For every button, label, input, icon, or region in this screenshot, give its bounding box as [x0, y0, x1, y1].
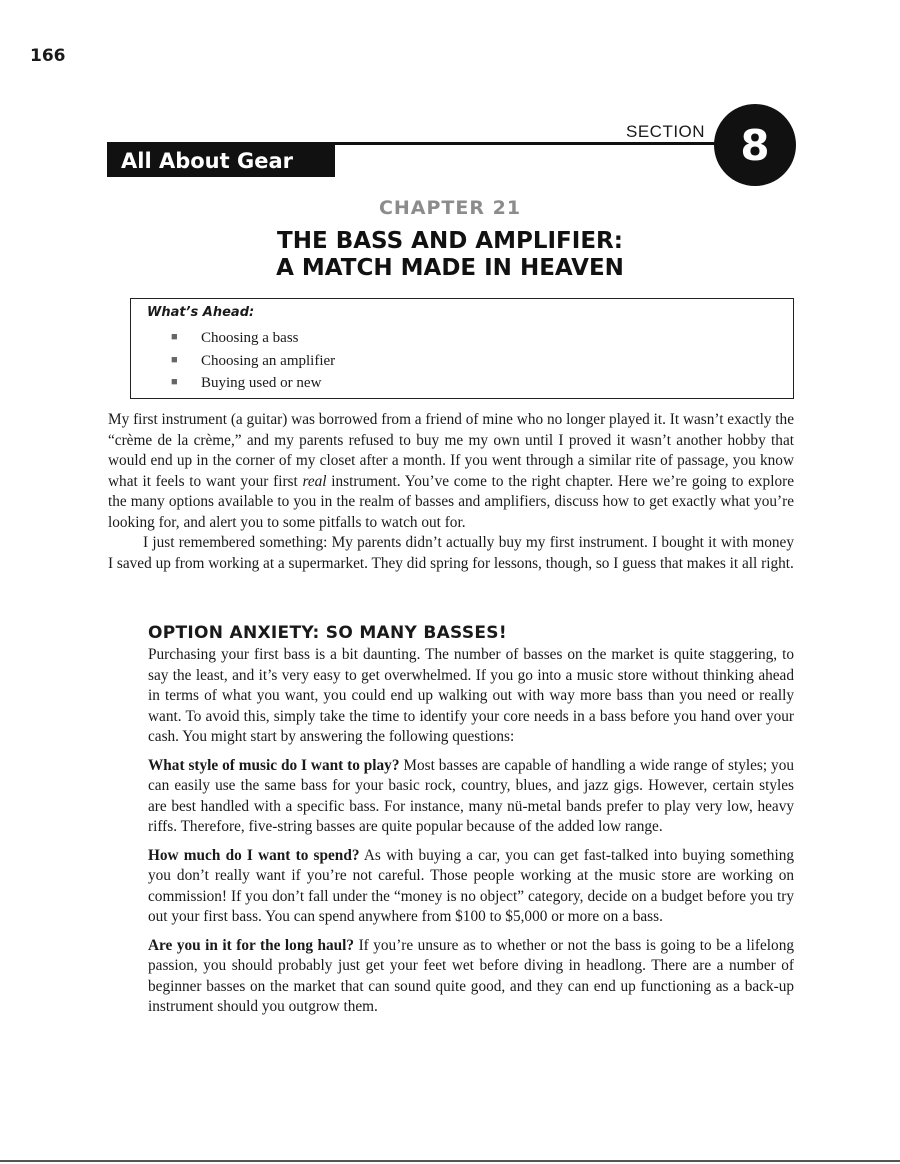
chapter-label: CHAPTER 21 [378, 197, 522, 219]
section-number-badge: 8 [714, 104, 796, 186]
bullet-icon: ■ [171, 331, 178, 343]
question-paragraph: What style of music do I want to play? Most basses are capable of handling a wide range of styles; you can easily use the same bass for your basic rock, country, blues, and jazz gigs. However, certain styles are best handled with a specific bass. For instance, many nü-metal bands prefer to play very low, heavy riffs. Therefore, five-string basses are quite popular because of the added low range. [148, 756, 794, 835]
option-intro-paragraph: Purchasing your first bass is a bit daunting. The number of basses on the market is quite staggering, to say the least, and it’s very easy to get overwhelmed. If you go into a music store without thinking ahead in terms of what you want, you could end up walking out with way more bass than you need or really want. To avoid this, simply take the time to identify your core needs in a bass before you hand over your cash. You might start by answering the following questions: [148, 646, 794, 745]
chapter-title-line1: THE BASS AND AMPLIFIER: [277, 228, 623, 254]
question-paragraph: Are you in it for the long haul? If you’re unsure as to whether or not the bass is going to be a lifelong passion, you should probably just get your feet wet before diving in headlong. There are a number of beginner basses on the market that can sound quite good, and they can end up functioning as a back-up instrument should you outgrow them. [148, 936, 795, 1015]
page-number: 166 [30, 46, 66, 66]
whats-ahead-box [130, 298, 794, 399]
chapter-title-line2: A MATCH MADE IN HEAVEN [276, 255, 624, 281]
page-bottom-rule [0, 1160, 900, 1162]
section-title: All About Gear [107, 145, 335, 177]
section-label: SECTION [626, 122, 706, 141]
list-item: ■ Choosing a bass [171, 326, 335, 349]
section-heading: OPTION ANXIETY: SO MANY BASSES! [148, 623, 507, 643]
list-item: ■ Choosing an amplifier [171, 349, 335, 372]
whats-ahead-list [171, 326, 335, 394]
intro-text [108, 410, 794, 574]
intro-paragraph-1: My first instrument (a guitar) was borrowed from a friend of mine who no longer played it. It wasn’t exactly the “crème de la crème,” and my parents refused to buy me my own until I proved it wasn’t another hobby that would end up in the corner of my closet after a month. If you went through a similar rite of passage, you know what it feels to want your first real instrument. You’ve come to the right chapter. Here we’re going to explore the many options available to you in the realm of basses and amplifiers, discuss how to get exactly what you’re looking for, and alert you to some pitfalls to watch out for. [108, 411, 794, 531]
option-section-body [148, 645, 794, 1026]
whats-ahead-heading: What’s Ahead: [147, 305, 255, 320]
bullet-icon: ■ [171, 376, 178, 388]
intro-paragraph-2: I just remembered something: My parents didn’t actually buy my first instrument. I bought it with money I saved up from working at a supermarket. They did spring for lessons, though, so I guess that makes it all right. [108, 534, 794, 572]
chapter-title [0, 228, 900, 282]
bullet-icon: ■ [171, 353, 178, 366]
question-paragraph: How much do I want to spend? As with buying a car, you can get fast-talked into buying something you don’t really want if you’re not careful. Those people working at the music store are working on commission! If you don’t fall under the “money is no object” category, decide on a budget before you try out your first bass. You can spend anywhere from $100 to $5,000 or more on a bass. [148, 846, 794, 925]
list-item: ■ Buying used or new [171, 371, 335, 394]
